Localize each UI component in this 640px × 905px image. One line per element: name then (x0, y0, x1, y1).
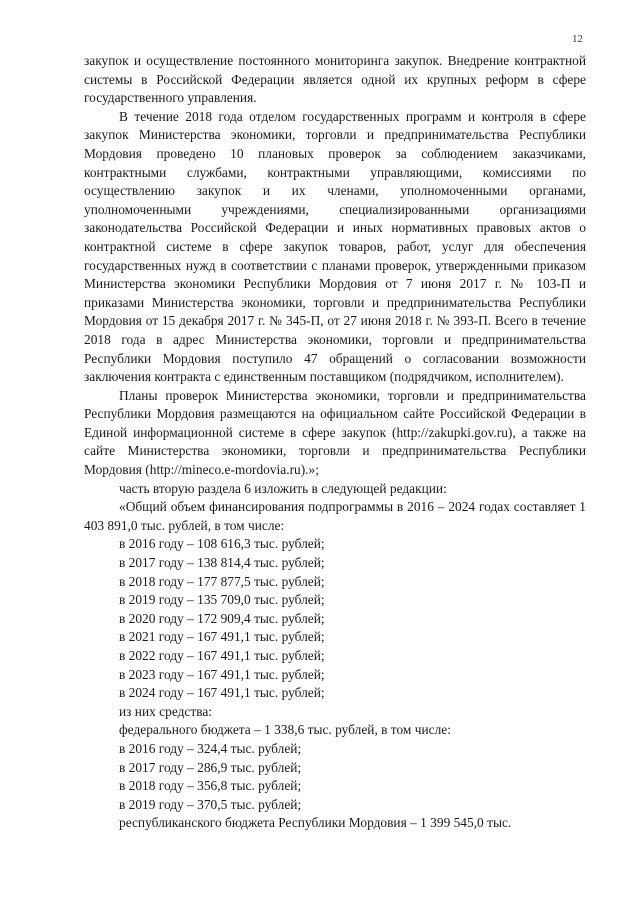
list-item: в 2023 году – 167 491,1 тыс. рублей; (119, 666, 325, 682)
list-item: в 2021 году – 167 491,1 тыс. рублей; (119, 629, 325, 645)
paragraph-last: республиканского бюджета Республики Мордовия – 1 399 545,0 тыс. (119, 815, 512, 831)
list-item: в 2017 году – 286,9 тыс. рублей; (119, 759, 302, 775)
list-item: в 2019 году – 370,5 тыс. рублей; (119, 796, 302, 812)
list-item: в 2018 году – 356,8 тыс. рублей; (119, 778, 302, 794)
list-item: из них средства: (119, 703, 213, 719)
list-item: в 2017 году – 138 814,4 тыс. рублей; (119, 555, 325, 571)
list-item: в 2018 году – 177 877,5 тыс. рублей; (119, 573, 325, 589)
paragraph-1: закупок и осуществление постоянного мониторинга закупок. Внедрение контрактной системы в Российской Федерации является одной их крупных реформ в сфере государственного управления. (84, 53, 586, 106)
list-item: в 2022 году – 167 491,1 тыс. рублей; (119, 648, 325, 663)
list-item: в 2016 году – 324,4 тыс. рублей; (119, 740, 302, 756)
paragraph-4: часть вторую раздела 6 изложить в следующей редакции: (119, 480, 447, 496)
paragraph-5: «Общий объем финансирования подпрограммы в 2016 – 2024 годах составляет 1 403 891,0 тыс. рублей, в том числе: (84, 499, 586, 533)
list-item: в 2024 году – 167 491,1 тыс. рублей; (119, 685, 325, 701)
paragraph-3: Планы проверок Министерства экономики, торговли и предпринимательства Республики Мордовия размещаются на официальном сайте Российской Федерации в Единой информационной системе в сфере закупок (http://zakupki.gov.ru), а также на сайте Министерства экономики, торговли и предпринимательства Республики Мордовия (http://mineco.e-mordovia.ru).»; (84, 387, 586, 478)
paragraph-2: В течение 2018 года отделом государственных программ и контроля в сфере закупок Министерства экономики, торговли и предпринимательства Республики Мордовия проведено 10 плановых проверок за соблюдением заказчиками, контрактными службами, контрактными управляющими, комиссиями по осуществлению закупок и их членами, уполномоченными органами, уполномоченными учреждениями, специализированными организациями законодательства Российской Федерации и иных нормативных правовых актов о контрактной системе в сфере закупок товаров, работ, услуг для обеспечения государственных нужд в соответствии с планами проверок, утвержденными приказом Министерства экономики Республики Мордовия от 7 июня 2017 г. № 103-П и приказами Министерства экономики, торговли и предпринимательства Республики Мордовия от 15 декабря 2017 г. № 345-П, от 27 июня 2018 г. № 393-П. Всего в течение 2018 года в адрес Министерства экономики, торговли и предпринимательства Республики Мордовия поступило 47 обращений о согласовании возможности заключения контракта с единственным поставщиком (подрядчиком, исполнителем). (84, 108, 586, 385)
page-number: 12 (572, 33, 583, 45)
list-item: федерального бюджета – 1 338,6 тыс. рублей, в том числе: (119, 722, 451, 738)
document-body (84, 52, 586, 833)
list-item: в 2020 году – 172 909,4 тыс. рублей; (119, 610, 325, 626)
list-item: в 2019 году – 135 709,0 тыс. рублей; (119, 592, 325, 608)
list-item: в 2016 году – 108 616,3 тыс. рублей; (119, 536, 325, 552)
